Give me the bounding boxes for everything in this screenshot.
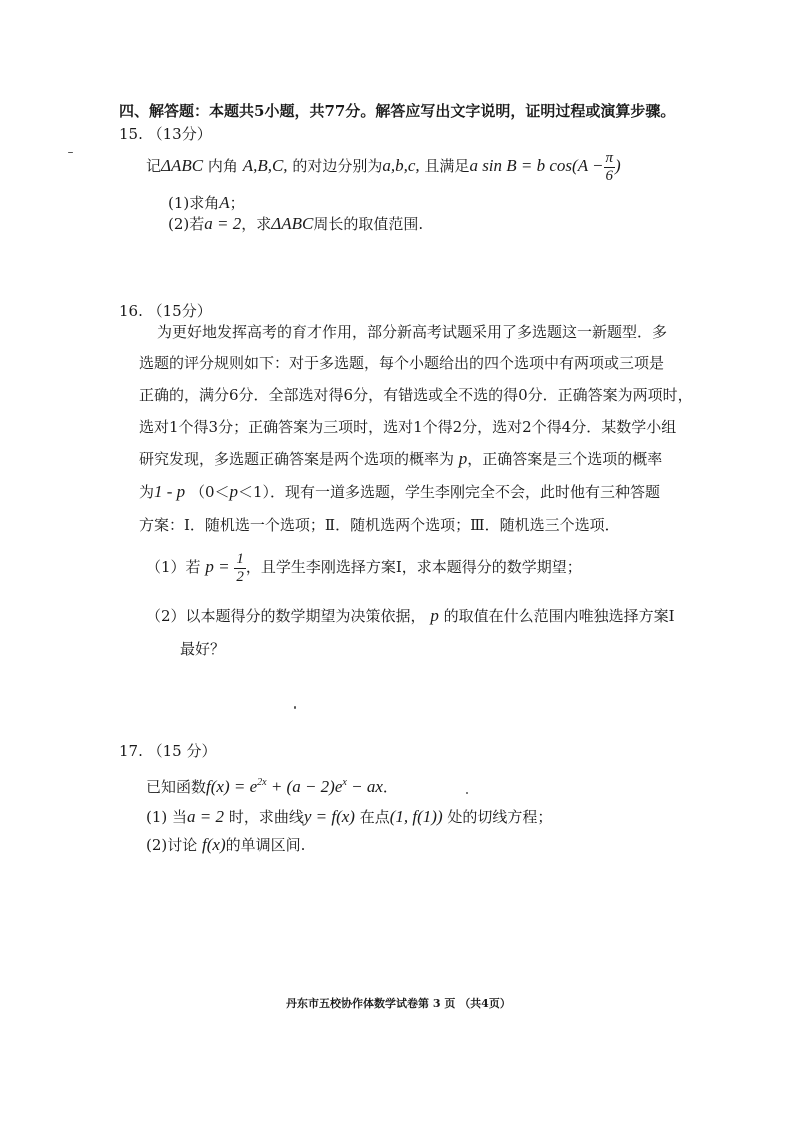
q15-part2-text3: 周长的取值范围.	[313, 215, 424, 233]
q15-score: （13分）	[147, 125, 212, 143]
q17-part2-label: (2)	[146, 836, 168, 854]
q16-line5-b: ，正确答案是三个选项的概率	[467, 450, 663, 468]
q16-line-2: 选题的评分规则如下：对于多选题，每个小题给出的四个选项中有两项或三项是	[139, 354, 665, 372]
q16-part2-a: 以本题得分的数学期望为决策依据，	[185, 607, 426, 625]
q17-exp-x: x	[342, 777, 347, 788]
q16-line5-a: 研究发现，多选题正确答案是两个选项的概率为	[139, 450, 455, 468]
q16-part2	[146, 605, 675, 626]
q15-six: 6	[605, 167, 614, 184]
q16-line-1: 为更好地发挥高考的育才作用，部分新高考试题采用了多选题这一新题型．多	[157, 323, 668, 341]
q17-part2	[146, 834, 305, 855]
q15-part1-end: ；	[229, 194, 245, 212]
q17-part1-curve: y = f(x)	[303, 807, 355, 826]
q15-part2-text1: 若	[189, 215, 205, 233]
scan-speck	[466, 792, 468, 794]
q15-stem-prefix: 记	[146, 157, 162, 175]
q17-header	[119, 740, 217, 761]
q15-part1-text: 求角	[189, 194, 220, 212]
q17-stem	[146, 776, 398, 797]
q15-part2-triangle: ΔABC	[271, 214, 314, 233]
q16-line6-c: ＜1）．现有一道多选题，学生李刚完全不会，此时他有三种答题	[238, 483, 661, 501]
q15-equation-left: a sin B = b cos(A −	[469, 156, 604, 175]
q15-part2-text2: ，求	[241, 215, 272, 233]
q16-half-den: 2	[236, 568, 244, 585]
q16-score: （15分）	[147, 302, 212, 320]
q17-func-mid: + (a − 2)e	[266, 777, 343, 796]
q15-pi: π	[605, 150, 614, 166]
q17-part1-a: 当	[172, 808, 188, 826]
q17-part1-d: 处的切线方程；	[447, 808, 553, 826]
q17-part1-b: 时，求曲线	[228, 808, 304, 826]
q16-part2-continuation: 最好？	[180, 640, 226, 658]
scan-speck	[294, 706, 296, 709]
q16-number: 16.	[119, 302, 143, 320]
q17-part1	[146, 806, 552, 827]
q15-part1-label: (1)	[168, 194, 190, 212]
q17-part1-point: (1, f(1))	[389, 807, 443, 826]
q17-part1-cond: a = 2	[187, 807, 225, 826]
q16-line-7: 方案：Ⅰ．随机选一个选项；Ⅱ．随机选两个选项；Ⅲ．随机选三个选项．	[139, 516, 620, 534]
footer-school: 丹东市五校协作体数学试卷第	[286, 997, 429, 1010]
q15-stem-mid2: 的对边分别为	[292, 157, 383, 175]
q15-stem	[146, 150, 621, 184]
section-heading: 四、解答题：本题共5小题，共77分。解答应写出文字说明，证明过程或演算步骤。	[119, 102, 676, 120]
q17-part1-label: (1)	[146, 808, 168, 826]
q17-func-end: − ax	[346, 777, 383, 796]
q16-line5-var: p	[458, 449, 468, 468]
q17-part1-c: 在点	[359, 808, 390, 826]
q17-stem-end: ．	[382, 778, 398, 796]
q16-line6-var: p	[229, 482, 239, 501]
q16-part1-label: （1）	[146, 558, 186, 576]
q15-part2-label: (2)	[168, 215, 190, 233]
q16-part2-b: 的取值在什么范围内唯独选择方案Ⅰ	[443, 607, 675, 625]
scan-speck	[68, 152, 73, 153]
q15-angles: A,B,C,	[242, 156, 288, 175]
q16-one-half	[234, 551, 246, 585]
q16-line-5	[139, 448, 662, 469]
q16-part2-label: （2）	[146, 607, 186, 625]
q16-part1-a: 若	[185, 558, 201, 576]
q17-part2-a: 讨论	[167, 836, 198, 854]
q15-part2	[168, 213, 423, 234]
q15-part1-var: A	[219, 193, 230, 212]
q17-part2-b: 的单调区间.	[225, 836, 306, 854]
q16-line6-a: 为	[139, 483, 155, 501]
q16-line6-b: （0＜	[189, 483, 230, 501]
q16-line6-expr: 1 - p	[154, 482, 186, 501]
page-footer	[286, 995, 511, 1011]
q15-stem-mid3: 且满足	[424, 157, 470, 175]
q16-header	[119, 300, 212, 321]
q15-pi-over-six	[604, 150, 616, 184]
footer-page-label: 页	[444, 997, 456, 1010]
q17-exp-2x: 2x	[257, 777, 267, 788]
q17-part2-func: f(x)	[202, 835, 226, 854]
q16-part1-b: ，且学生李刚选择方案Ⅰ，求本题得分的数学期望；	[245, 558, 582, 576]
q16-line-3: 正确的，满分6分．全部选对得6分，有错选或全不选的得0分．正确答案为两项时，	[139, 386, 693, 404]
q16-part2-var: p	[430, 606, 439, 625]
q17-stem-a: 已知函数	[146, 778, 207, 796]
q15-equation-right: )	[615, 156, 621, 175]
q16-part1	[146, 550, 582, 585]
q15-part1	[168, 192, 245, 213]
footer-total-pages: （共4页）	[459, 997, 511, 1010]
q16-part1-var: p =	[205, 557, 230, 576]
q15-triangle: ΔABC	[161, 156, 204, 175]
q15-stem-mid1: 内角	[207, 157, 238, 175]
q17-number: 17.	[119, 742, 143, 760]
q17-function	[206, 777, 383, 796]
q15-header	[119, 123, 212, 144]
footer-page-number: 3	[432, 997, 441, 1010]
q17-func-lhs: f(x) = e	[206, 777, 258, 796]
q15-number: 15.	[119, 125, 143, 143]
q15-sides: a,b,c,	[382, 156, 420, 175]
q15-part2-cond: a = 2	[204, 214, 242, 233]
q16-line-4: 选对1个得3分；正确答案为三项时，选对1个得2分，选对2个得4分．某数学小组	[139, 418, 677, 436]
q16-half-num: 1	[236, 551, 244, 567]
q16-line-6	[139, 481, 660, 502]
q17-score: （15 分）	[147, 742, 217, 760]
